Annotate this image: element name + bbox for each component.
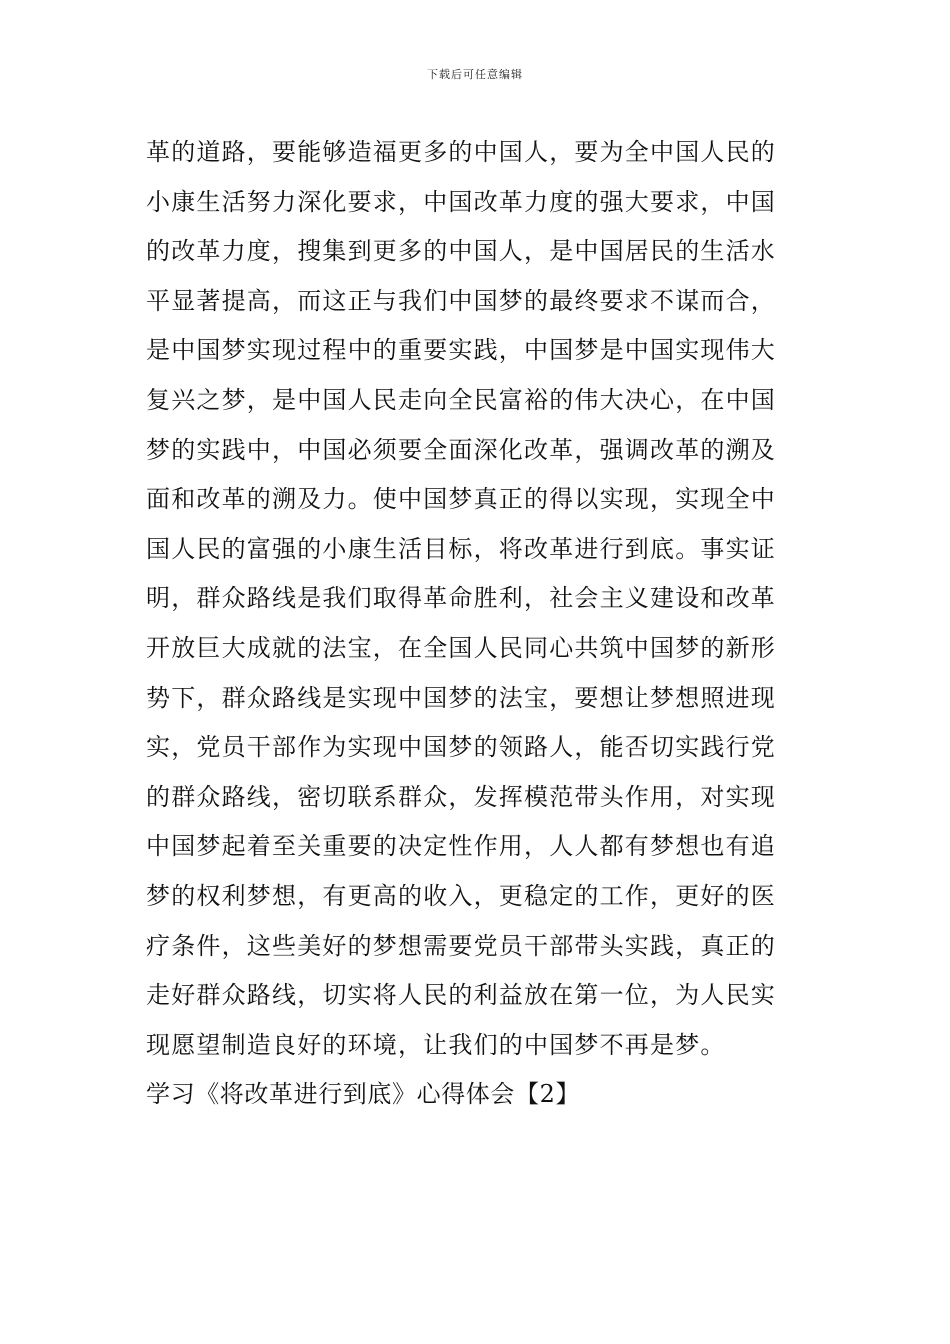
paragraph-line: 明，群众路线是我们取得革命胜利，社会主义建设和改革 <box>146 584 776 613</box>
paragraph-line: 小康生活努力深化要求，中国改革力度的强大要求，中国 <box>146 187 776 216</box>
paragraph-line: 是中国梦实现过程中的重要实践，中国梦是中国实现伟大 <box>146 336 776 365</box>
header-note: 下载后可任意编辑 <box>427 68 523 81</box>
paragraph-line: 梦的权利梦想，有更高的收入，更稳定的工作，更好的医 <box>146 881 776 910</box>
paragraph-line: 平显著提高，而这正与我们中国梦的最终要求不谋而合， <box>146 286 776 315</box>
paragraph-line: 面和改革的溯及力。使中国梦真正的得以实现，实现全中 <box>146 485 776 514</box>
paragraph-line: 的群众路线，密切联系群众，发挥模范带头作用，对实现 <box>146 782 776 811</box>
paragraph-line: 国人民的富强的小康生活目标，将改革进行到底。事实证 <box>146 534 776 563</box>
paragraph-line: 革的道路，要能够造福更多的中国人，要为全中国人民的 <box>146 138 776 166</box>
paragraph-line: 中国梦起着至关重要的决定性作用，人人都有梦想也有追 <box>146 832 776 861</box>
paragraph-line: 的改革力度，搜集到更多的中国人，是中国居民的生活水 <box>146 237 776 266</box>
paragraph-line: 开放巨大成就的法宝，在全国人民同心共筑中国梦的新形 <box>146 633 776 662</box>
paragraph-line: 梦的实践中，中国必须要全面深化改革，强调改革的溯及 <box>146 435 776 464</box>
paragraph-line: 现愿望制造良好的环境，让我们的中国梦不再是梦。 <box>146 1030 726 1059</box>
paragraph-line: 势下，群众路线是实现中国梦的法宝，要想让梦想照进现 <box>146 683 776 712</box>
body-text <box>146 128 816 1120</box>
paragraph-line: 疗条件，这些美好的梦想需要党员干部带头实践，真正的 <box>146 931 776 960</box>
paragraph-line: 实，党员干部作为实现中国梦的领路人，能否切实践行党 <box>146 733 776 762</box>
section-heading: 学习《将改革进行到底》心得体会【2】 <box>146 1080 581 1109</box>
paragraph-line: 走好群众路线，切实将人民的利益放在第一位，为人民实 <box>146 981 776 1010</box>
paragraph-line: 复兴之梦，是中国人民走向全民富裕的伟大决心，在中国 <box>146 385 776 414</box>
